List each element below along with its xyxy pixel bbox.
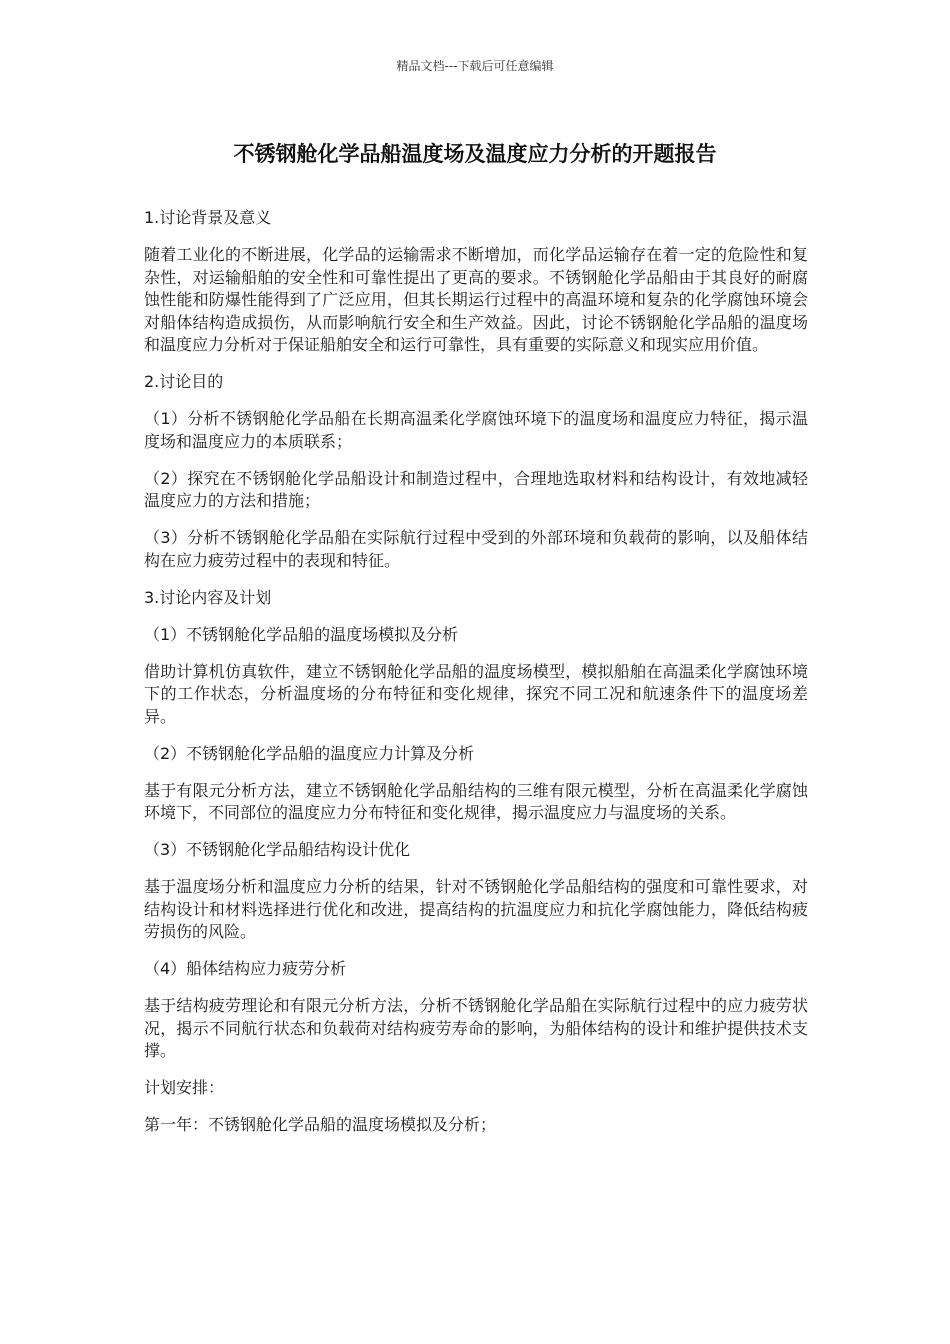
section-heading-content-plan: 3.讨论内容及计划	[144, 587, 272, 607]
section-heading-purpose: 2.讨论目的	[144, 372, 224, 391]
schedule-item-year-1: 第一年：不锈钢舱化学品船的温度场模拟及分析；	[144, 1115, 497, 1134]
content-paragraph-4: 基于结构疲劳理论和有限元分析方法，分析不锈钢舱化学品船在实际航行过程中的应力疲劳状况，揭示不同航行状态和负载荷对结构疲劳寿命的影响，为船体结构的设计和维护提供技术支撑。	[144, 996, 808, 1060]
section-heading-background: 1.讨论背景及意义	[144, 208, 272, 227]
purpose-item-1: （1）分析不锈钢舱化学品船在长期高温柔化学腐蚀环境下的温度场和温度应力特征，揭示温度场和温度应力的本质联系；	[144, 409, 808, 451]
paragraph-background: 随着工业化的不断进展，化学品的运输需求不断增加，而化学品运输存在着一定的危险性和复杂性，对运输船舶的安全性和可靠性提出了更高的要求。不锈钢舱化学品船由于其良好的耐腐蚀性能和防爆性能得到了广泛应用，但其长期运行过程中的高温环境和复杂的化学腐蚀环境会对船体结构造成损伤，从而影响航行安全和生产效益。因此，讨论不锈钢舱化学品船的温度场和温度应力分析对于保证船舶安全和运行可靠性，具有重要的实际意义和现实应用价值。	[144, 245, 808, 354]
content-subheading-1: （1）不锈钢舱化学品船的温度场模拟及分析	[144, 624, 459, 644]
content-paragraph-3: 基于温度场分析和温度应力分析的结果，针对不锈钢舱化学品船结构的强度和可靠性要求，对结构设计和材料选择进行优化和改进，提高结构的抗温度应力和抗化学腐蚀能力，降低结构疲劳损伤的风险。	[144, 877, 808, 941]
document-title: 不锈钢舱化学品船温度场及温度应力分析的开题报告	[233, 142, 717, 166]
content-subheading-2: （2）不锈钢舱化学品船的温度应力计算及分析	[144, 743, 475, 763]
document-body	[144, 207, 808, 1151]
content-subheading-3: （3）不锈钢舱化学品船结构设计优化	[144, 840, 411, 859]
purpose-item-2: （2）探究在不锈钢舱化学品船设计和制造过程中，合理地选取材料和结构设计，有效地减轻温度应力的方法和措施；	[144, 468, 808, 510]
content-subheading-4: （4）船体结构应力疲劳分析	[144, 959, 347, 978]
purpose-item-3: （3）分析不锈钢舱化学品船在实际航行过程中受到的外部环境和负载荷的影响，以及船体结构在应力疲劳过程中的表现和特征。	[144, 528, 808, 570]
schedule-heading: 计划安排：	[144, 1078, 225, 1097]
content-paragraph-2: 基于有限元分析方法，建立不锈钢舱化学品船结构的三维有限元模型，分析在高温柔化学腐蚀环境下，不同部位的温度应力分布特征和变化规律，揭示温度应力与温度场的关系。	[144, 780, 808, 822]
content-paragraph-1: 借助计算机仿真软件，建立不锈钢舱化学品船的温度场模型，模拟船舶在高温柔化学腐蚀环境下的工作状态，分析温度场的分布特征和变化规律，探究不同工况和航速条件下的温度场差异。	[144, 661, 808, 726]
page-header-note: 精品文档---下载后可任意编辑	[396, 59, 554, 73]
